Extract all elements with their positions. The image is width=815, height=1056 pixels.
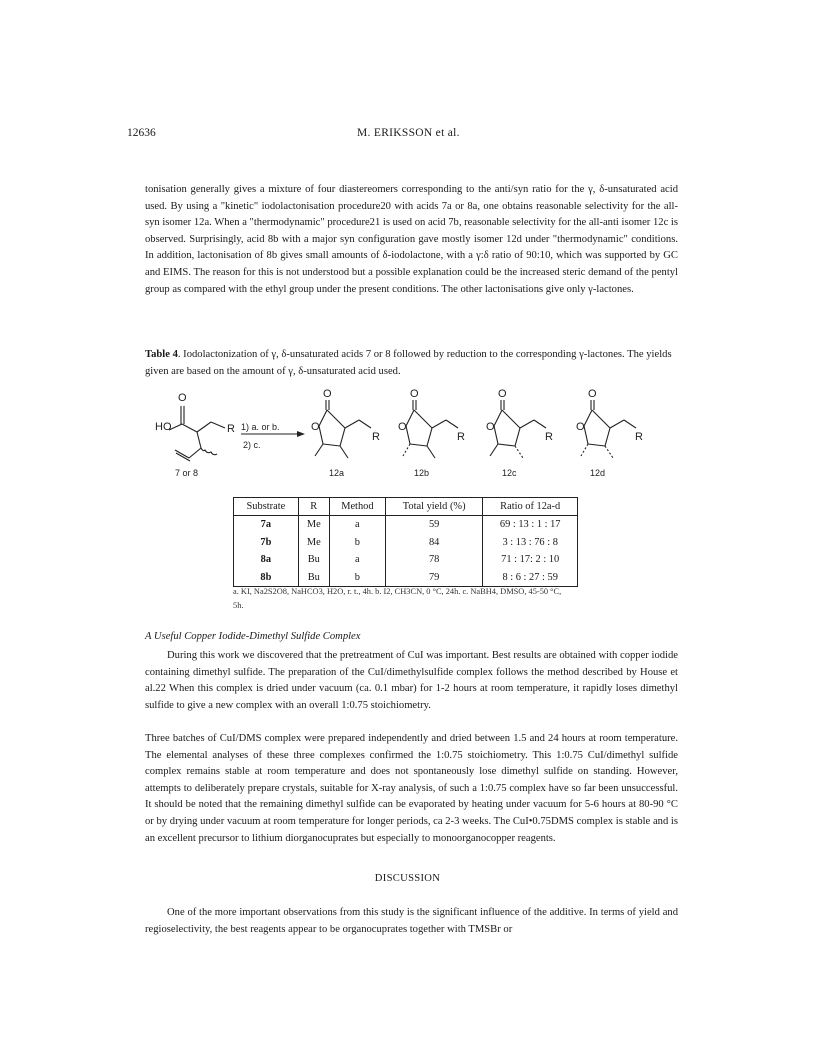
product-12b — [398, 388, 465, 478]
product-12b-r-label: R — [457, 431, 465, 443]
product-12c-r-label: R — [545, 431, 553, 443]
col-header-substrate: Substrate — [234, 498, 299, 516]
cell-ratio: 8 : 6 : 27 : 59 — [483, 569, 578, 587]
body-paragraph-1 — [145, 648, 678, 714]
cell-r: Bu — [298, 551, 329, 568]
product-12c-ring-o: O — [486, 421, 495, 433]
product-12b-ring-o: O — [398, 421, 407, 433]
cell-method: b — [329, 569, 385, 587]
intro-paragraph-text: tonisation generally gives a mixture of four diastereomers corresponding to the anti/syn ratio for the γ, δ-unsaturated acid used. By using a "kinetic" iodolactonisation procedure20 with acids 7a or 8a, one obtains reasonable selectivity for the all-syn isomer 12a. When a "thermodynamic" procedure21 is used on acid 7b, reasonable selectivity for the all-anti isomer 12c is observed. Surprisingly, acid 8b with a major syn configuration gave mostly isomer 12d under "thermodynamic" conditions. In addition, lactonisation of 8b gives small amounts of δ-iodolactone, with a γ:δ ratio of 90:10, which was supported by GC and EIMS. The reason for this is not understood but a possible explanation could be the increased steric demand of the pentyl group as compared with the ethyl group under the present conditions. The other lactonisations give only γ-lactones. — [145, 184, 678, 295]
substrate-ho-label: HO — [155, 421, 172, 433]
cell-substrate: 7b — [234, 534, 299, 551]
substrate-compound-label: 7 or 8 — [175, 468, 199, 478]
product-12c-label: 12c — [502, 468, 517, 478]
intro-paragraph — [145, 182, 678, 298]
table-row — [234, 534, 578, 551]
cell-yield: 78 — [385, 551, 482, 568]
cell-method: a — [329, 551, 385, 568]
cell-ratio: 3 : 13 : 76 : 8 — [483, 534, 578, 551]
col-header-yield: Total yield (%) — [385, 498, 482, 516]
reaction-arrowhead — [297, 431, 305, 437]
cell-ratio: 69 : 13 : 1 : 17 — [483, 516, 578, 534]
substrate-structure — [169, 406, 225, 461]
col-header-r: R — [298, 498, 329, 516]
body-paragraph-2 — [145, 731, 678, 847]
running-header-author: M. ERIKSSON et al. — [357, 127, 460, 139]
cell-method: b — [329, 534, 385, 551]
cell-r: Me — [298, 516, 329, 534]
page-number: 12636 — [127, 127, 156, 139]
cell-r: Me — [298, 534, 329, 551]
body-paragraph-2-text: Three batches of CuI/DMS complex were prepared independently and dried between 1.5 and 24 hours at room temperature. The elemental analyses of these three complexes confirmed the 1:0.75 stoichiometry. This 1:0.75 CuI/dimethyl sulfide complex remains stable at room temperature and does not spontaneously lose dimethyl sulfide on standing. However, attempts to deliberately prepare crystals, suitable for X-ray analysis, of such a 1:0.75 complex have so far been unsuccessful. It should be noted that the remaining dimethyl sulfide can be evaporated by heating under vacuum for 5-6 hours at 80-90 °C or by drying under vacuum at room temperature for longer periods, ca 2-3 weeks. The CuI•0.75DMS complex is stable and is an excellent precursor to lithium diorganocuprates but especially to monoorganocopper reagents. — [145, 733, 678, 844]
product-12a — [311, 388, 380, 478]
cell-ratio: 71 : 17: 2 : 10 — [483, 551, 578, 568]
subsection-heading: A Useful Copper Iodide-Dimethyl Sulfide Complex — [145, 631, 361, 642]
table-row — [234, 516, 578, 534]
table-header-row — [234, 498, 578, 516]
cell-substrate: 7a — [234, 516, 299, 534]
discussion-paragraph-text: One of the more important observations from this study is the significant influence of the additive. In terms of yield and regioselectivity, the best reagents appear to be organocuprates together with TMSBr or — [145, 907, 678, 935]
discussion-paragraph — [145, 905, 678, 938]
product-12a-label: 12a — [329, 468, 345, 478]
table-caption-label: Table 4 — [145, 349, 178, 360]
reagent-step-1: 1) a. or b. — [241, 422, 280, 432]
col-header-ratio: Ratio of 12a-d — [483, 498, 578, 516]
product-12c-carbonyl-o: O — [498, 388, 507, 400]
product-12b-carbonyl-o: O — [410, 388, 419, 400]
col-header-method: Method — [329, 498, 385, 516]
product-12d-r-label: R — [635, 431, 643, 443]
product-12d-ring-o: O — [576, 421, 585, 433]
table-caption-text: . Iodolactonization of γ, δ-unsaturated acids 7 or 8 followed by reduction to the corresponding γ-lactones. The yields given are based on the amount of γ, δ-unsaturated acid used. — [145, 349, 672, 377]
iodolactonization-table — [233, 497, 578, 587]
cell-yield: 84 — [385, 534, 482, 551]
product-12d-label: 12d — [590, 468, 606, 478]
product-12d — [576, 388, 643, 478]
substrate-r-label: R — [227, 423, 235, 435]
table-caption — [145, 347, 678, 380]
table-footnote: a. KI, Na2S2O8, NaHCO3, H2O, r. t., 4h. b. I2, CH3CN, 0 °C, 24h. c. NaBH4, DMSO, 45-50 °C, 5h. — [233, 587, 562, 610]
table-row — [234, 551, 578, 568]
cell-method: a — [329, 516, 385, 534]
cell-yield: 59 — [385, 516, 482, 534]
body-paragraph-1-text: During this work we discovered that the pretreatment of CuI was important. Best results are obtained with copper iodide containing dimethyl sulfide. The preparation of the CuI/dimethylsulfide complex follows the method described by House et al.22 When this complex is dried under vacuum (ca. 0.1 mbar) for 1-2 hours at room temperature, it rapidly loses dimethyl sulfide to give a new complex with an overall 1:0.75 stoichiometry. — [145, 650, 678, 711]
reaction-scheme — [145, 388, 665, 488]
section-heading-discussion: DISCUSSION — [374, 873, 441, 884]
cell-substrate: 8a — [234, 551, 299, 568]
product-12a-r-label: R — [372, 431, 380, 443]
substrate-o-label: O — [178, 392, 187, 404]
cell-substrate: 8b — [234, 569, 299, 587]
product-12a-ring-o: O — [311, 421, 320, 433]
cell-yield: 79 — [385, 569, 482, 587]
reagent-step-2: 2) c. — [243, 440, 261, 450]
table-row — [234, 569, 578, 587]
product-12a-carbonyl-o: O — [323, 388, 332, 400]
cell-r: Bu — [298, 569, 329, 587]
product-12b-label: 12b — [414, 468, 430, 478]
product-12d-carbonyl-o: O — [588, 388, 597, 400]
product-12c — [486, 388, 553, 478]
